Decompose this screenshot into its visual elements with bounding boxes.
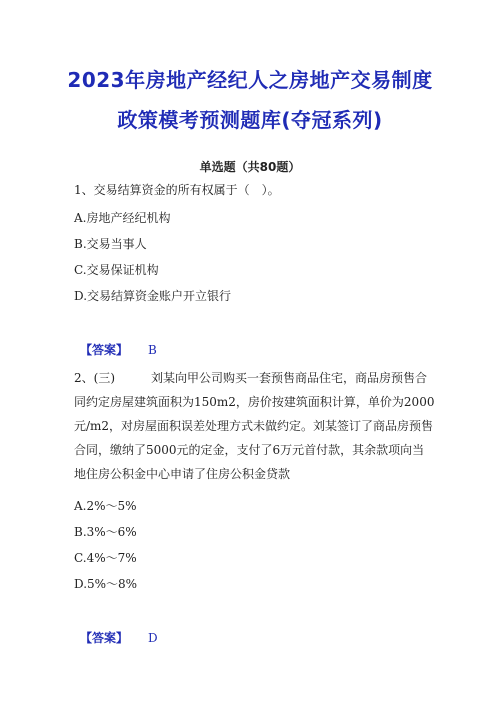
answer-value: B [148, 343, 157, 357]
question-1-option-a: A.房地产经纪机构 [74, 211, 171, 225]
question-1-stem: 1、交易结算资金的所有权属于（ ）。 [74, 183, 280, 197]
question-1-option-c: C.交易保证机构 [74, 263, 159, 277]
section-header: 单选题（共80题） [199, 160, 301, 174]
question-2-stem-line: 地住房公积金中心申请了住房公积金贷款 [74, 467, 291, 481]
question-2-stem-line: 合同，缴纳了5000元的定金，支付了6万元首付款，其余款项向当 [74, 443, 425, 457]
question-2-stem-line: 2、(三) 刘某向甲公司购买一套预售商品住宅，商品房预售合 [74, 371, 428, 385]
question-2-option-c: C.4%～7% [74, 551, 137, 565]
answer-value: D [148, 631, 158, 645]
question-2-option-b: B.3%～6% [74, 525, 137, 539]
question-2-stem-line: 同约定房屋建筑面积为150m2，房价按建筑面积计算，单价为2000 [74, 395, 435, 409]
question-1-option-b: B.交易当事人 [74, 237, 147, 251]
question-2-stem-line: 元/m2，对房屋面积误差处理方式未做约定。刘某签订了商品房预售 [74, 419, 434, 433]
question-2-stem [74, 366, 435, 486]
document-title-line-2: 政策模考预测题库(夺冠系列) [117, 108, 383, 132]
document-title-line-1: 2023年房地产经纪人之房地产交易制度 [67, 68, 433, 92]
question-1-option-d: D.交易结算资金账户开立银行 [74, 289, 232, 303]
question-2-option-d: D.5%～8% [74, 577, 138, 591]
question-2-answer [80, 630, 158, 646]
question-2-option-a: A.2%～5% [74, 499, 137, 513]
answer-label: 【答案】 [80, 343, 129, 357]
question-1-answer [80, 342, 157, 358]
answer-label: 【答案】 [80, 631, 129, 645]
